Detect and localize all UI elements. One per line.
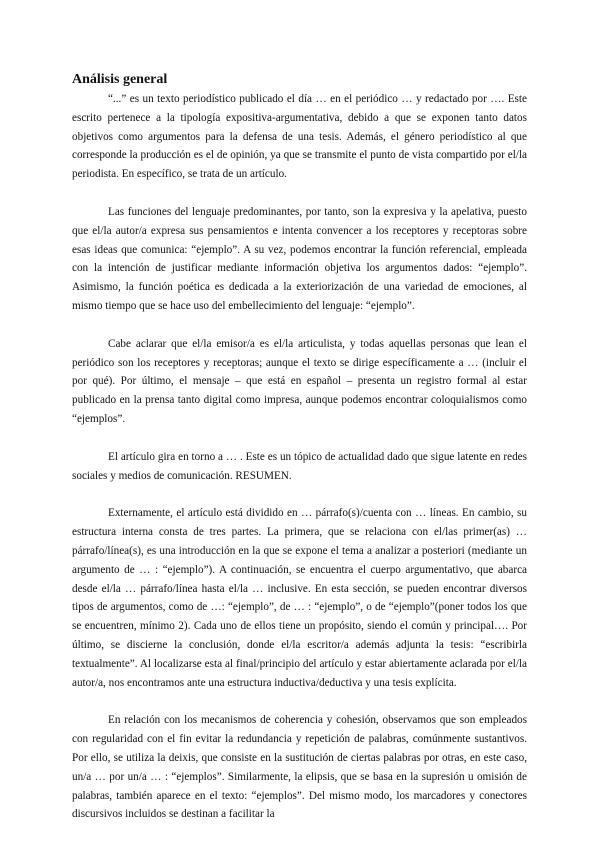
paragraph-language-functions: Las funciones del lenguaje predominantes, por tanto, son la expresiva y la apelativa, puesto que el/la autor/a expresa sus pensamientos e intenta convencer a los receptores y receptoras sobre esas ideas que comunica: “ejemplo”. A su vez, podemos encontrar la función referencial, empleada con la intención de justificar mediante información objetiva los argumentos dados: “ejemplo”. Asimismo, la función poética es dedicada a la exteriorización de una variedad de emociones, al mismo tiempo que se hace uso del embellecimiento del lenguaje: “ejemplo”. [72, 205, 527, 312]
paragraph-structure: Externamente, el artículo está dividido en … párrafo(s)/cuenta con … líneas. En cambio, su estructura interna consta de tres partes. La primera, que se relaciona con el/las primer(as) … párrafo/línea(s), es una introducción en la que se expone el tema a analizar a posteriori (mediante un argumento de … : “ejemplo”). A continuación, se encuentra el cuerpo argumentativo, que abarca desde el/la … párrafo/línea hasta el/la … inclusive. En esta sección, se pueden encontrar diversos tipos de argumentos, como de …: “ejemplo”, de … : “ejemplo”, o de “ejemplo”(poner todos los que se encuentren, mínimo 2). Cada uno de ellos tiene un propósito, siendo el común y principal…. Por último, se discierne la conclusión, donde el/la escritor/a además adjunta la tesis: “escribirla textualmente”. Al localizarse esta al final/principio del artículo y estar abiertamente aclarada por el/la autor/a, nos encontramos ante una estructura inductiva/deductiva y una tesis explícita. [72, 507, 527, 689]
paragraph-introduction: “...” es un texto periodístico publicado el día … en el periódico … y redactado por …. Este escrito pertenece a la tipología expositiva-argumentativa, debido a que se exponen tanto datos objetivos como argumentos para la defensa de una tesis. Además, el género periodístico al que corresponde la producción es el de opinión, ya que se transmite el punto de vista compartido por el/la periodista. En específico, se trata de un artículo. [72, 93, 527, 181]
section-heading: Análisis general [72, 72, 168, 87]
paragraph-coherence-cohesion: En relación con los mecanismos de coherencia y cohesión, observamos que son empleados con regularidad con el fin evitar la redundancia y repetición de palabras, comúnmente sustantivos. Por ello, se utiliza la deixis, que consiste en la sustitución de ciertas palabras por otras, en este caso, un/a … por un/a … : “ejemplos”. Similarmente, la elipsis, que se basa en la supresión u omisión de palabras, también aparece en el texto: “ejemplos”. Del mismo modo, los marcadores y conectores discursivos incluidos se destinan a facilitar la [72, 714, 527, 821]
paragraph-communication-elements: Cabe aclarar que el/la emisor/a es el/la articulista, y todas aquellas personas que lean el periódico son los receptores y receptoras; aunque el texto se dirige específicamente a … (incluir el por qué). Por último, el mensaje – que está en español – presenta un registro formal al estar publicado en la prensa tanto digital como impresa, aunque podemos encontrar coloquialismos como “ejemplos”. [72, 337, 527, 425]
paragraph-topic-summary: El artículo gira en torno a … . Este es un tópico de actualidad dado que sigue latente en redes sociales y medios de comunicación. RESUMEN. [72, 450, 527, 482]
